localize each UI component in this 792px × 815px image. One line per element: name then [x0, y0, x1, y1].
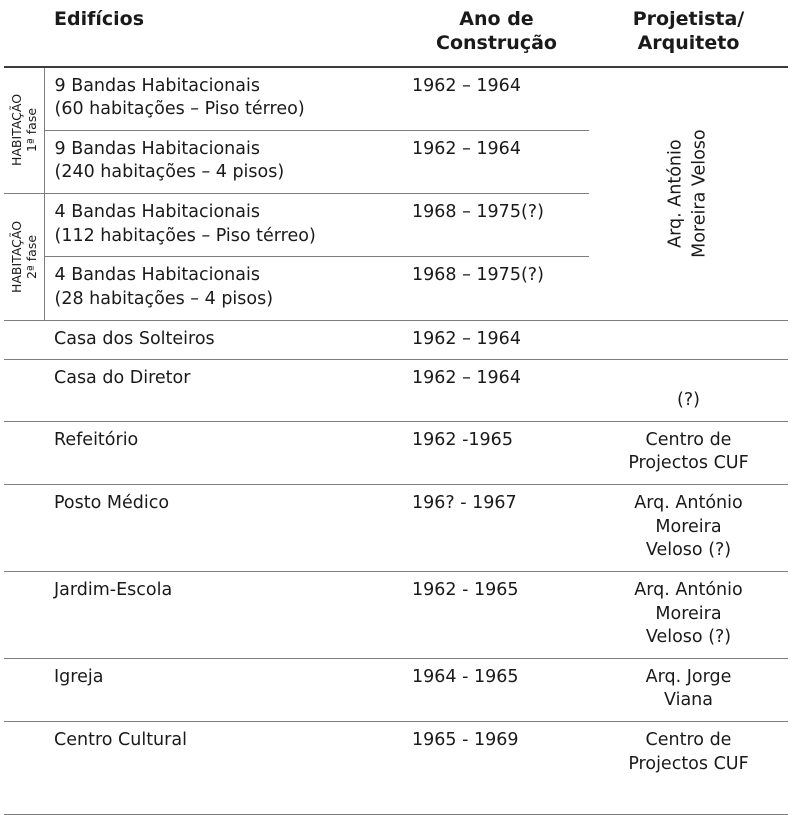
- architect-merged-rotated: [589, 68, 788, 320]
- architect-merged-line2: Moreira Veloso: [689, 129, 710, 258]
- table-bottom-rule-row: [4, 784, 788, 815]
- header-year: [404, 0, 589, 67]
- side-blank-6: [4, 360, 44, 422]
- side-label-1-line1: HABITAÇÃO: [8, 94, 24, 167]
- side-blank-9: [4, 571, 44, 658]
- table-row: [4, 722, 788, 785]
- header-year-line2: Construção: [436, 31, 557, 54]
- header-side-blank: [4, 0, 44, 67]
- cell-year-3: 1968 – 1975(?): [404, 194, 589, 257]
- cell-year-5: 1962 – 1964: [404, 320, 589, 360]
- bottom-rule-architect: [589, 784, 788, 815]
- bottom-rule-side: [4, 784, 44, 815]
- header-buildings: Edifícios: [44, 0, 404, 67]
- architect-7-line1: Centro de: [645, 429, 732, 450]
- architect-9-line2: Moreira: [655, 603, 722, 624]
- cell-year-7: 1962 -1965: [404, 421, 589, 484]
- table-row: [4, 360, 788, 422]
- table-row: [4, 658, 788, 721]
- architect-9-line1: Arq. António: [634, 579, 743, 600]
- building-4-line1: 4 Bandas Habitacionais: [54, 265, 260, 286]
- cell-year-6: 1962 – 1964: [404, 360, 589, 422]
- architect-11-line1: Centro de: [645, 730, 732, 750]
- side-label-rotated-2: [4, 194, 44, 320]
- cell-architect-10: [589, 658, 788, 721]
- architect-merged-line1: Arq. António: [665, 139, 686, 248]
- architect-6-line1: (?): [677, 390, 700, 411]
- side-blank-11: [4, 722, 44, 785]
- header-architect-line2: Arquiteto: [637, 31, 740, 54]
- side-label-habitacao-1fase: [4, 67, 44, 194]
- side-blank-5: [4, 320, 44, 360]
- side-label-rotated-1: [4, 68, 44, 194]
- cell-building-8: Posto Médico: [44, 485, 404, 572]
- cell-architect-6: [589, 360, 788, 422]
- architect-11-line2: Projectos CUF: [628, 753, 749, 774]
- cell-architect-5: [589, 320, 788, 360]
- architect-10-line2: Viana: [664, 690, 713, 711]
- header-year-line1: Ano de: [459, 8, 534, 30]
- side-label-2-line1: HABITAÇÃO: [8, 220, 24, 293]
- side-blank-7: [4, 421, 44, 484]
- side-blank-10: [4, 658, 44, 721]
- bottom-rule-buildings: [44, 784, 404, 815]
- building-1-line1: 9 Bandas Habitacionais: [54, 75, 260, 96]
- architect-7-line2: Projectos CUF: [628, 453, 749, 474]
- cell-architect-merged: [589, 67, 788, 321]
- cell-building-11: Centro Cultural: [54, 730, 187, 750]
- side-label-1-line2: 1ª fase: [23, 108, 39, 153]
- building-2-line1: 9 Bandas Habitacionais: [54, 138, 260, 159]
- table-header-row: [4, 0, 788, 67]
- cell-building-10: Igreja: [44, 658, 404, 721]
- cell-building-1: [44, 67, 404, 131]
- cell-building-4: [44, 257, 404, 320]
- cell-building-2: [44, 130, 404, 193]
- cell-building-5: Casa dos Solteiros: [44, 320, 404, 360]
- side-label-habitacao-2fase: [4, 194, 44, 321]
- cell-year-10: 1964 - 1965: [404, 658, 589, 721]
- architect-8-line1: Arq. António: [634, 493, 743, 513]
- architect-8-line3: Veloso (?): [645, 540, 732, 561]
- building-3-line2: (112 habitações – Piso térreo): [54, 225, 316, 246]
- cell-architect-7: [589, 421, 788, 484]
- side-blank-8: [4, 485, 44, 572]
- cell-architect-9: [589, 571, 788, 658]
- building-4-line2: (28 habitações – 4 pisos): [54, 288, 274, 309]
- architect-8-line2: Moreira: [655, 516, 722, 537]
- table-row: [4, 421, 788, 484]
- table-row: [4, 571, 788, 658]
- cell-building-9: Jardim-Escola: [44, 571, 404, 658]
- cell-year-4: 1968 – 1975(?): [404, 257, 589, 320]
- header-architect-line1: Projetista/: [632, 8, 745, 30]
- buildings-table: [4, 0, 788, 815]
- cell-year-9: 1962 - 1965: [404, 571, 589, 658]
- building-3-line1: 4 Bandas Habitacionais: [54, 202, 260, 222]
- cell-year-11: 1965 - 1969: [412, 730, 519, 750]
- header-architect: [589, 0, 788, 67]
- side-label-2-line2: 2ª fase: [23, 234, 39, 279]
- building-2-line2: (240 habitações – 4 pisos): [54, 162, 285, 183]
- table-row: [4, 320, 788, 360]
- table-row: [4, 485, 788, 572]
- cell-year-1: 1962 – 1964: [404, 67, 589, 131]
- cell-building-3: [44, 194, 404, 257]
- cell-building-7: Refeitório: [44, 421, 404, 484]
- architect-9-line3: Veloso (?): [645, 627, 732, 648]
- bottom-rule-year: [404, 784, 589, 815]
- architect-10-line1: Arq. Jorge: [645, 666, 732, 687]
- cell-year-8: 196? - 1967: [404, 485, 589, 572]
- cell-year-2: 1962 – 1964: [404, 130, 589, 193]
- table-row: [4, 67, 788, 131]
- cell-architect-8: [589, 485, 788, 572]
- cell-architect-11: [589, 722, 788, 785]
- building-1-line2: (60 habitações – Piso térreo): [54, 99, 305, 120]
- cell-building-6: Casa do Diretor: [44, 360, 404, 422]
